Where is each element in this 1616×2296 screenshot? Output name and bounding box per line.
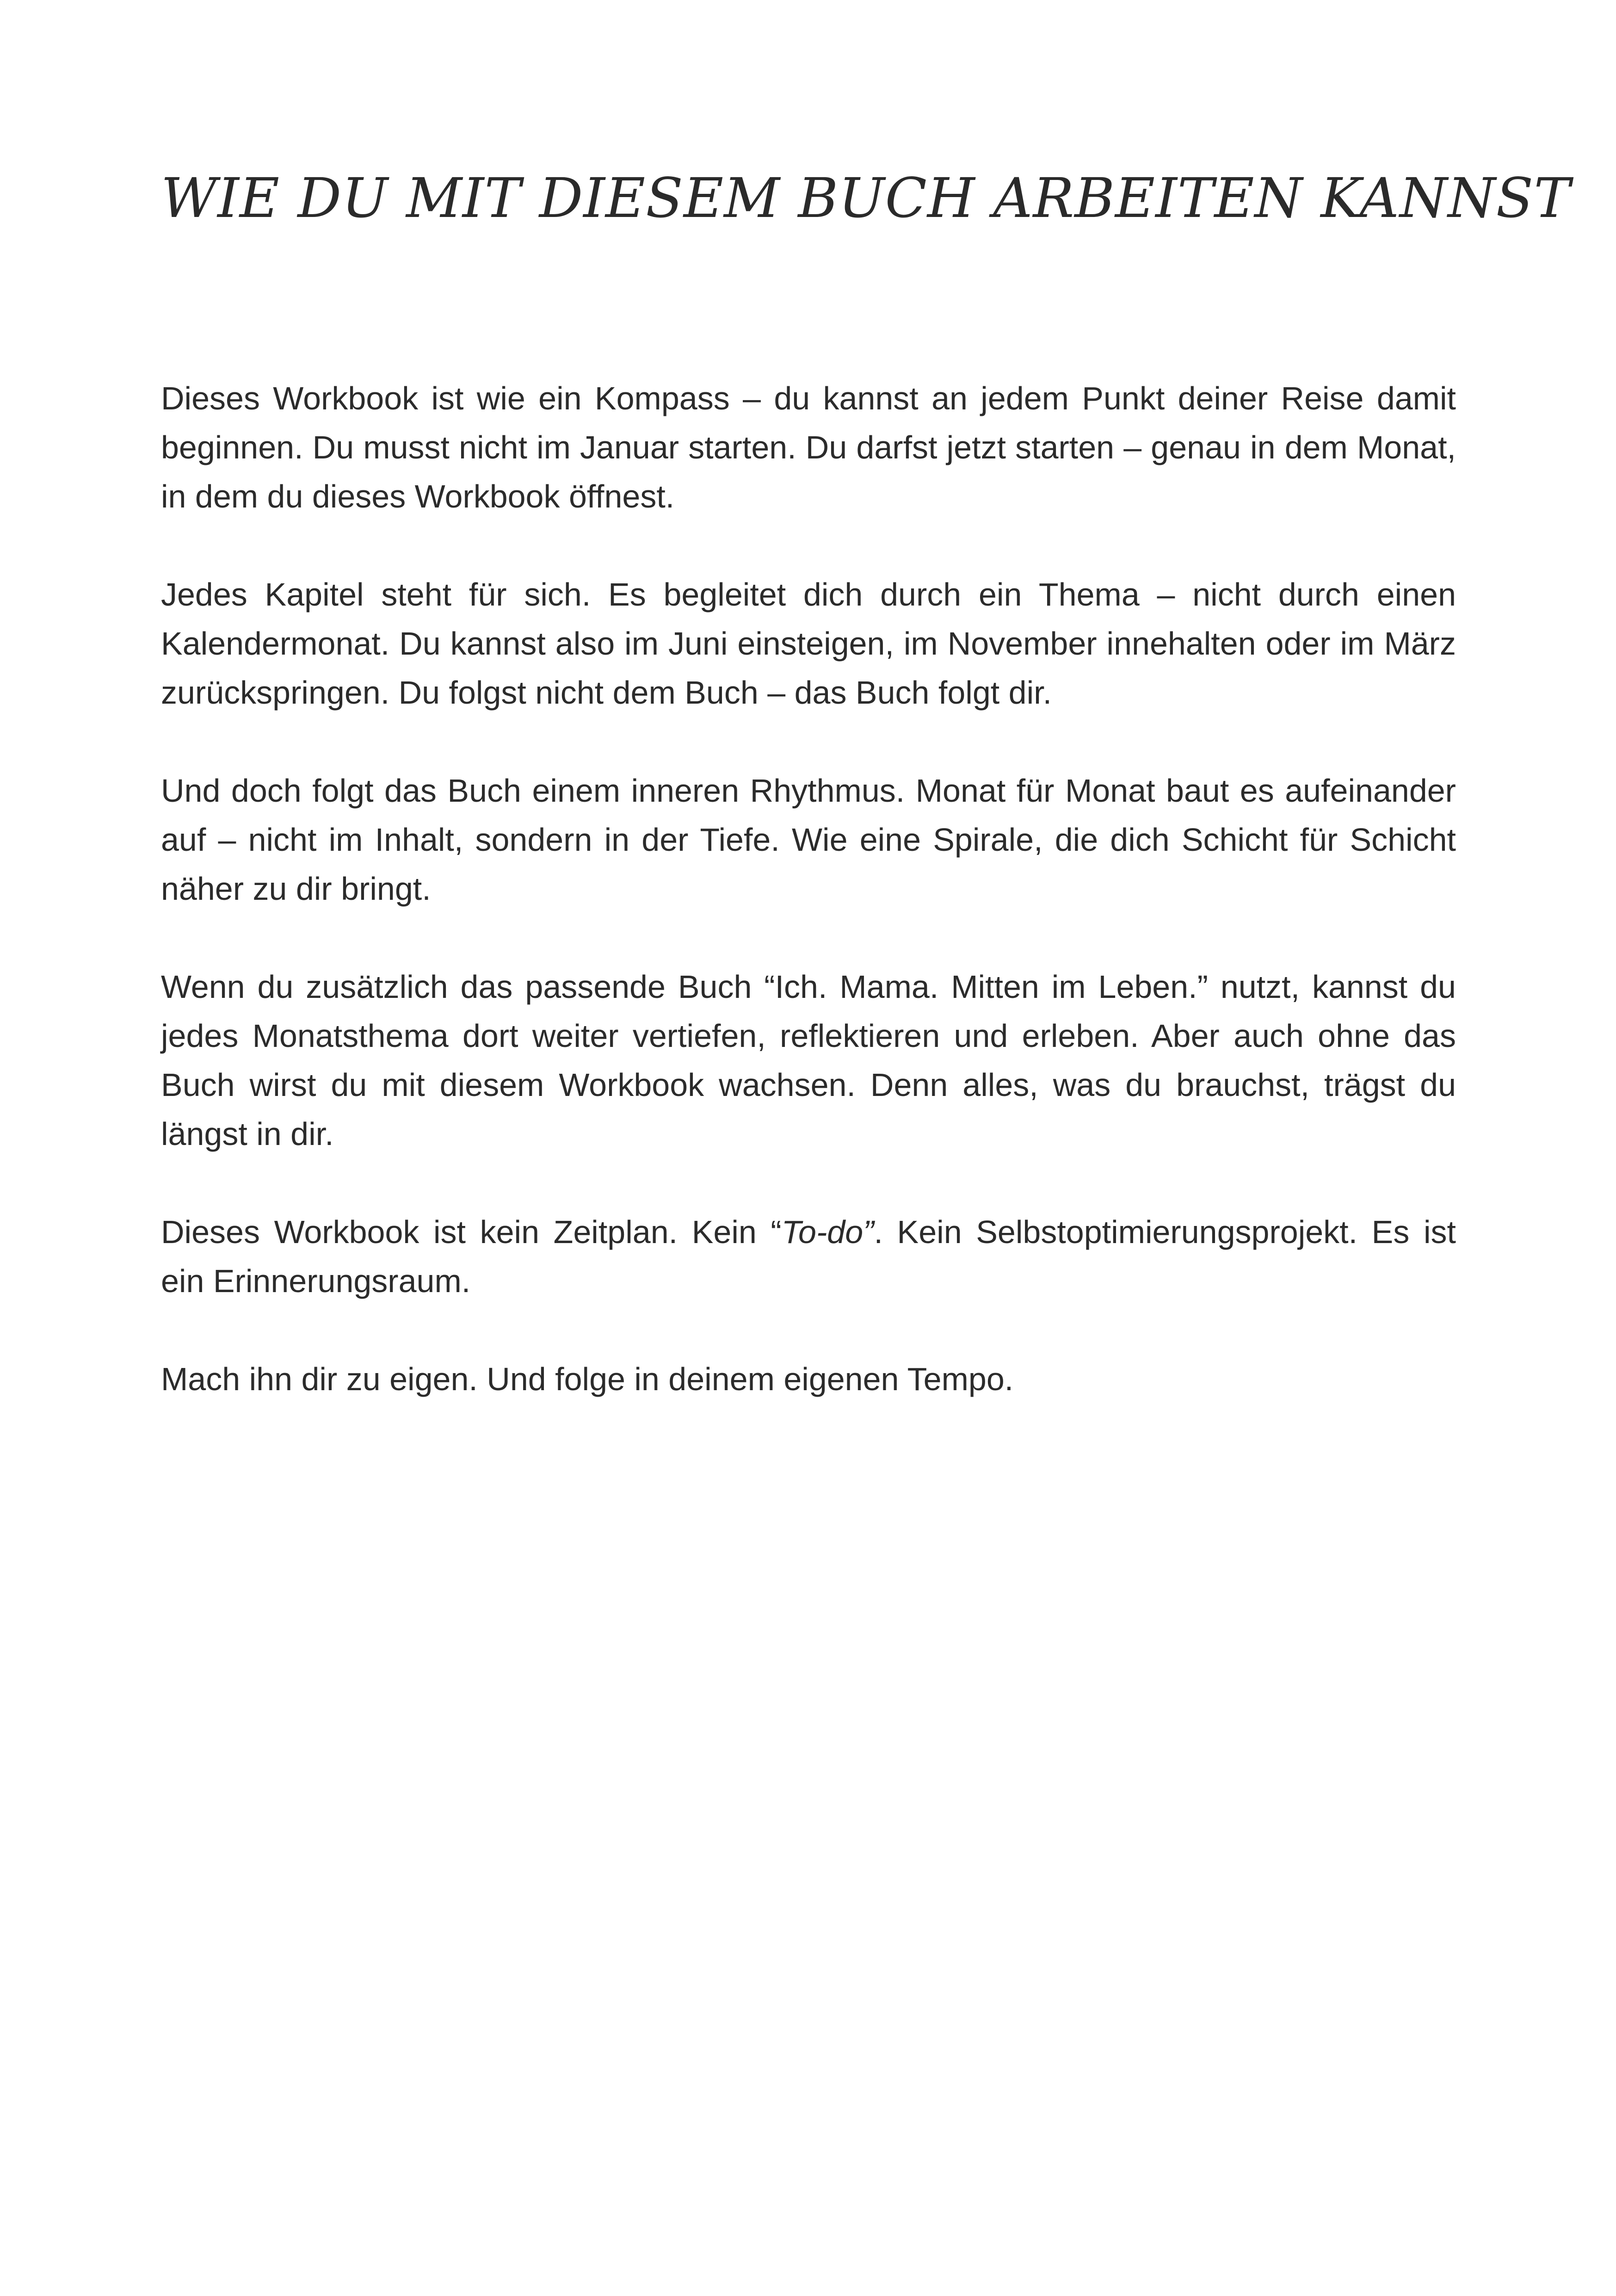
paragraph-compass: Dieses Workbook ist wie ein Kompass – du kannst an jedem Punkt deiner Reise damit beginnen. Du musst nicht im Januar starten. Du darfst jetzt starten – genau in dem Monat, in dem du dieses Workbook öffnest. (161, 380, 1456, 514)
paragraph-chapters: Jedes Kapitel steht für sich. Es begleitet dich durch ein Thema – nicht durch einen Kalendermonat. Du kannst also im Juni einsteigen, im November innehalten oder im März zurückspringen. Du folgst nicht dem Buch – das Buch folgt dir. (161, 576, 1456, 711)
body-text (161, 374, 1456, 1453)
todo-emphasis: To-do” (781, 1214, 874, 1250)
paragraph-companion-book: Wenn du zusätzlich das passende Buch “Ich. Mama. Mitten im Leben.” nutzt, kannst du jedes Monatsthema dort weiter vertiefen, reflektieren und erleben. Aber auch ohne das Buch wirst du mit diesem Workbook wachsen. Denn alles, was du brauchst, trägst du längst in dir. (161, 969, 1456, 1152)
paragraph-not-a-schedule-start: Dieses Workbook ist kein Zeitplan. Kein “ (161, 1214, 782, 1250)
paragraph-rhythm: Und doch folgt das Buch einem inneren Rhythmus. Monat für Monat baut es aufeinander auf – nicht im Inhalt, sondern in der Tiefe. Wie eine Spirale, die dich Schicht für Schicht näher zu dir bringt. (161, 773, 1456, 907)
paragraph-not-a-schedule (161, 1207, 1456, 1306)
paragraph-closing: Mach ihn dir zu eigen. Und folge in deinem eigenen Tempo. (161, 1361, 1014, 1397)
paragraph-not-a-schedule-end: . Kein Selbstoptimierungsprojekt. Es ist ein Erinnerungsraum. (161, 1214, 1456, 1299)
page-title: WIE DU MIT DIESEM BUCH ARBEITEN KANNST (161, 166, 1571, 230)
